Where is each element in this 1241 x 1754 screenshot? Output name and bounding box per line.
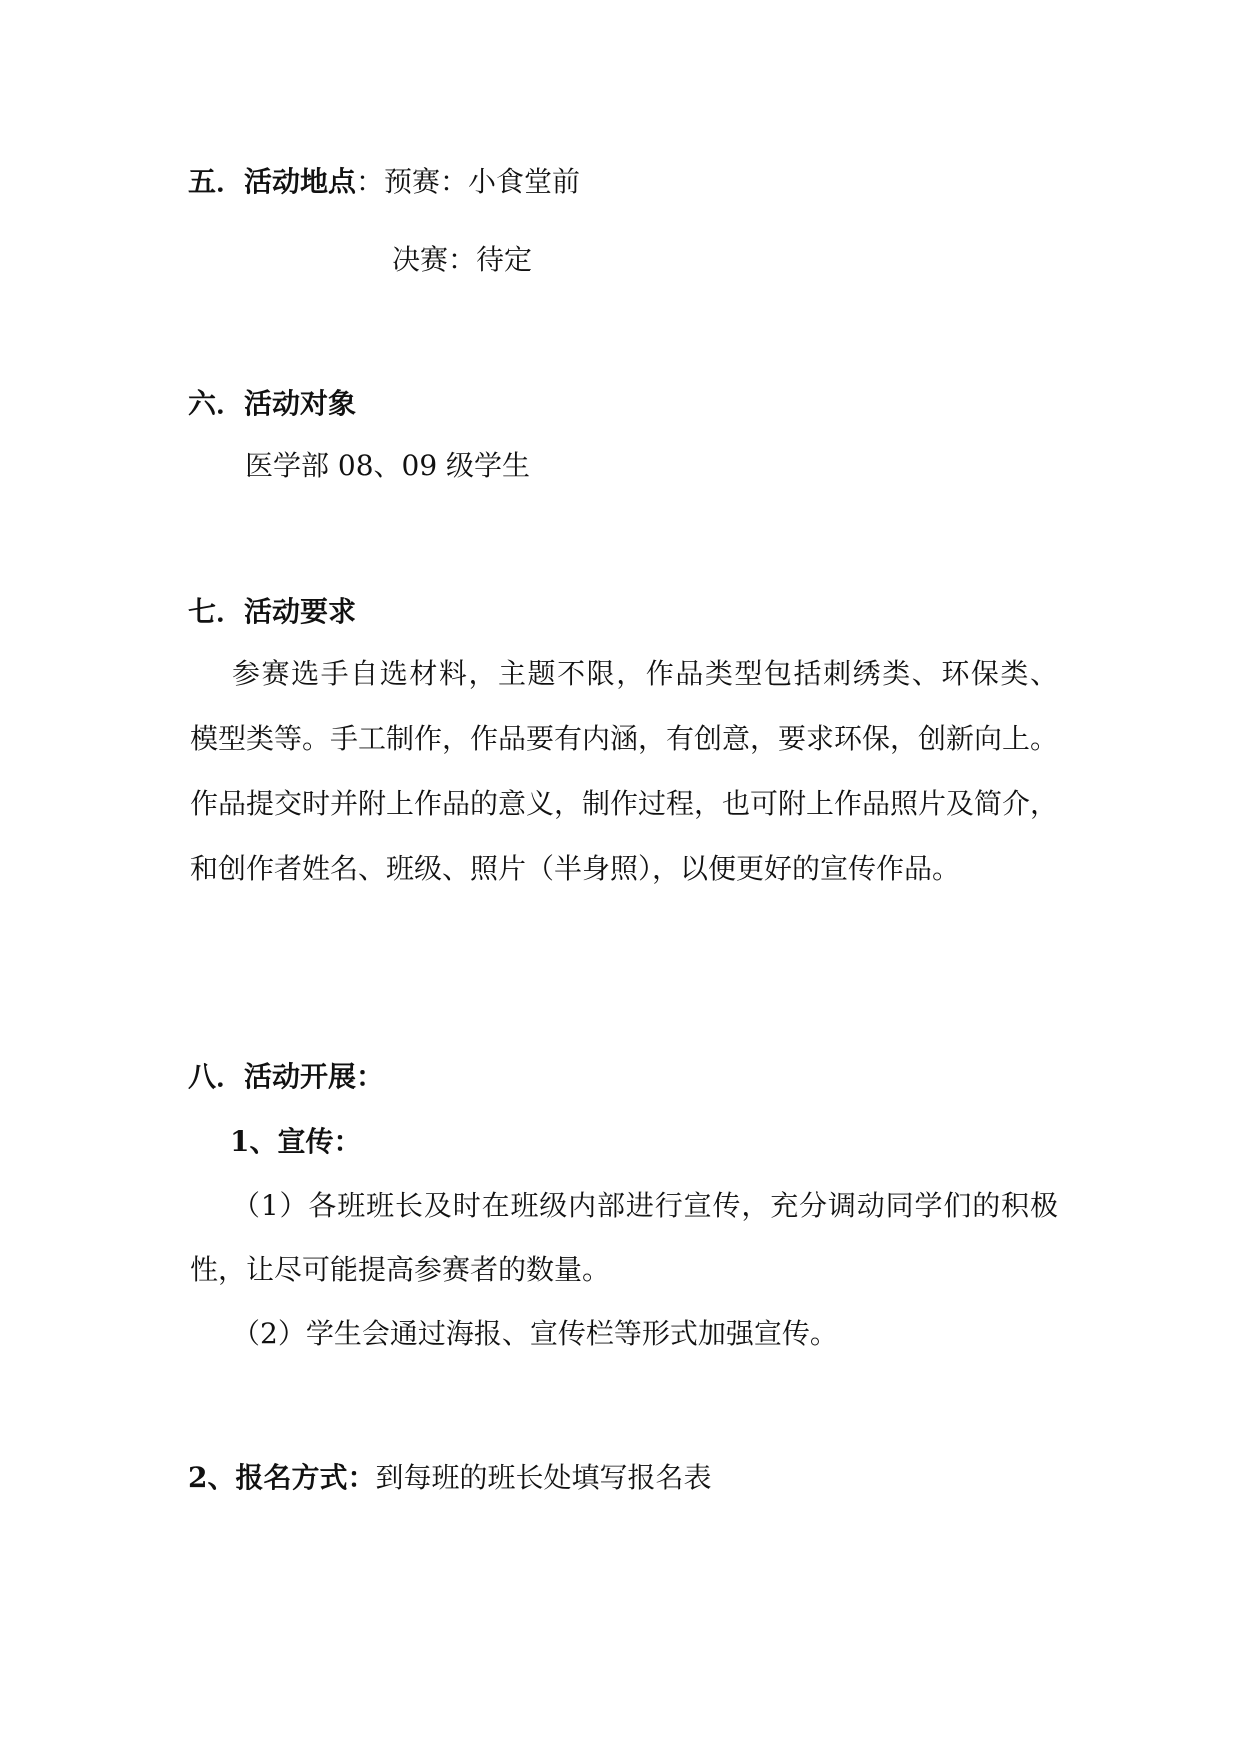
section-5-final: 决赛：待定 [392, 243, 533, 276]
section-7-line-2: 模型类等。手工制作，作品要有内涵，有创意，要求环保，创新向上。 [190, 722, 1059, 755]
section-8-item2: （2）学生会通过海报、宣传栏等形式加强宣传。 [232, 1317, 838, 1350]
section-7-line-1: 参赛选手自选材料，主题不限，作品类型包括刺绣类、环保类、 [232, 657, 1058, 690]
section-5-line [188, 162, 580, 202]
section-8-item1-line-2: 性，让尽可能提高参赛者的数量。 [190, 1253, 611, 1286]
section-7-line-3: 作品提交时并附上作品的意义，制作过程，也可附上作品照片及简介， [190, 787, 1059, 820]
section-5-heading: 五．活动地点 [188, 165, 357, 198]
section-5-prelim: 预赛：小食堂前 [384, 165, 581, 198]
section-8-sub1-heading: 1、宣传： [230, 1125, 362, 1158]
section-8-heading: 八．活动开展： [188, 1060, 385, 1093]
section-6-text: 医学部 08、09 级学生 [245, 449, 531, 482]
section-7-line-4: 和创作者姓名、班级、照片（半身照），以便更好的宣传作品。 [190, 852, 961, 885]
section-8-sub2-line [188, 1458, 712, 1498]
section-6-heading: 六．活动对象 [188, 387, 357, 420]
section-8-sub2-text: 到每班的班长处填写报名表 [375, 1461, 712, 1494]
section-8-sub2-heading: 2、报名方式： [188, 1461, 376, 1494]
section-7-heading: 七．活动要求 [188, 595, 357, 628]
section-8-item1-line-1: （1）各班班长及时在班级内部进行宣传，充分调动同学们的积极 [232, 1189, 1058, 1222]
section-5-colon: ： [356, 165, 385, 198]
